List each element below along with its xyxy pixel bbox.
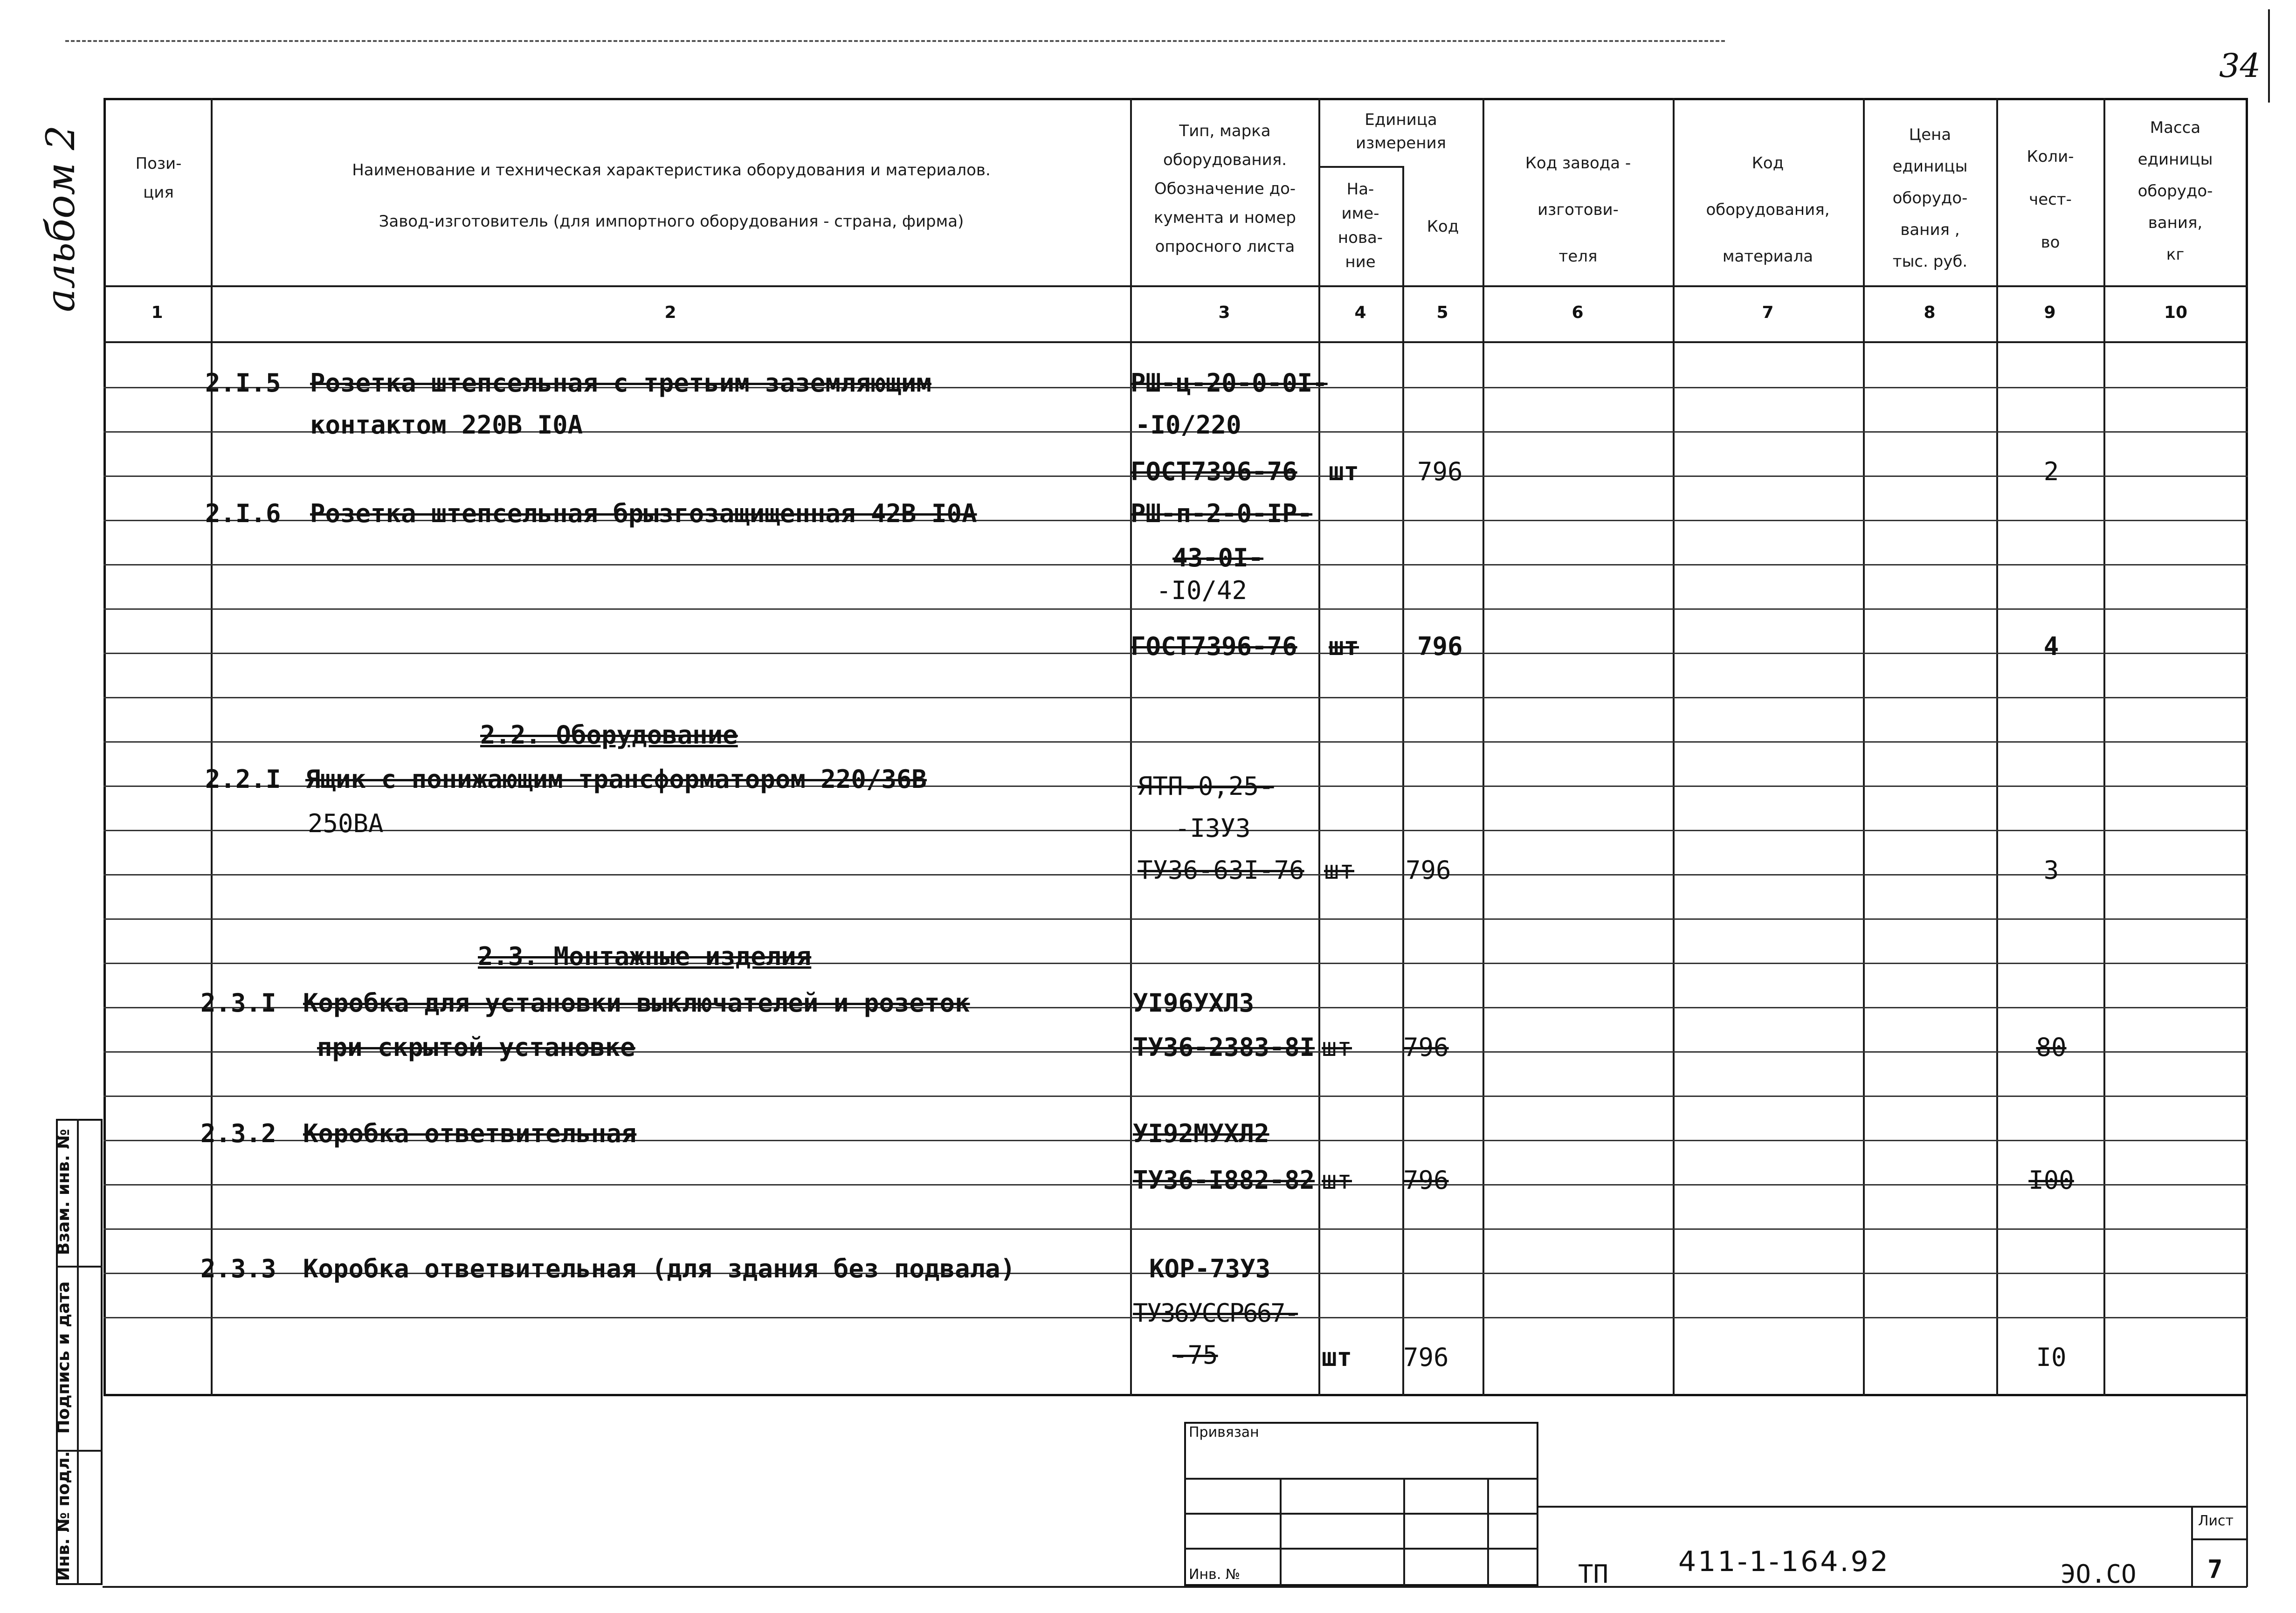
table-row-code: 796 — [1403, 1343, 1449, 1372]
table-row-pos: 2.3.2 — [200, 1119, 276, 1148]
tp-label: ТП — [1578, 1559, 1609, 1589]
list-number: 7 — [2207, 1555, 2223, 1584]
table-row-name: Ящик с понижающим трансформатором 220/36В — [305, 765, 927, 794]
section-code: ЭО.СО — [2061, 1559, 2137, 1589]
table-row-pos: 2.2.I — [205, 765, 281, 794]
doc-number: 411-1-164.92 — [1678, 1545, 1890, 1578]
table-row-type: РШ-ц-20-0-0I- — [1131, 368, 1328, 398]
sheet-mark: 34 — [2219, 47, 2261, 85]
table-row-type: ГОСТ7396-76 — [1131, 632, 1297, 661]
table-row-qty: 3 — [2043, 855, 2059, 885]
col-number: 9 — [2044, 303, 2056, 322]
table-row-type: РШ-п-2-0-IР- — [1131, 499, 1313, 528]
header-equipment-code: Код оборудования, материала — [1706, 154, 1830, 266]
table-row-type: УI96УХЛ3 — [1133, 988, 1255, 1018]
table-row-type: 43-0I- — [1172, 543, 1264, 572]
table-row-type: -75 — [1172, 1340, 1218, 1370]
header-pos: Пози- ция — [135, 154, 182, 202]
table-row-type: -I0/42 — [1156, 576, 1248, 605]
table-row-code: 796 — [1417, 457, 1463, 486]
table-row-unit: шт — [1322, 1165, 1352, 1195]
privyazan-label: Привязан — [1189, 1424, 1259, 1441]
stamp-vzam: Взам. инв. № — [54, 1129, 73, 1255]
list-label: Лист — [2198, 1513, 2234, 1529]
stamp-inv-podl: Инв. № подл. — [54, 1451, 73, 1581]
top-margin-line — [65, 40, 1725, 42]
table-row-unit: шт — [1322, 1343, 1352, 1372]
table-row-name: при скрытой установке — [317, 1033, 635, 1062]
table-frame — [103, 98, 2248, 1396]
col-number: 4 — [1354, 303, 1366, 322]
table-row-code: 796 — [1406, 855, 1451, 885]
right-border — [2268, 9, 2270, 103]
col-number: 8 — [1924, 303, 1936, 322]
table-row-unit: шт — [1329, 457, 1359, 486]
table-row-qty: I0 — [2036, 1343, 2067, 1372]
col-number: 7 — [1762, 303, 1774, 322]
header-name: Наименование и техническая характеристика оборудования и материалов. Завод-изготовитель (для импортного оборудования - страна, фирма) — [352, 161, 991, 231]
table-row-name: контактом 220В I0А — [310, 410, 583, 440]
table-row-type: ТУ36-2383-8I — [1133, 1033, 1315, 1062]
table-row-pos: 2.3.I — [200, 988, 276, 1018]
table-row-type: ТУ36УССР667- — [1133, 1298, 1298, 1328]
col-number: 5 — [1436, 303, 1448, 322]
col-number: 10 — [2164, 303, 2188, 322]
table-row-code: 796 — [1403, 1033, 1449, 1062]
header-unit-group: Единица измерения — [1355, 110, 1447, 152]
table-row-name: Коробка ответвительная — [303, 1119, 637, 1148]
table-row-unit: шт — [1329, 632, 1359, 661]
side-script: альбом 2 — [38, 125, 83, 312]
table-row-type: УI92МУХЛ2 — [1133, 1119, 1269, 1148]
table-row-type: ТУ36-I882-82 — [1133, 1165, 1315, 1195]
header-type: Тип, марка оборудования. Обозначение до- кумента и номер опросного листа — [1154, 122, 1296, 256]
table-row-type: -I0/220 — [1135, 410, 1241, 440]
section-heading: 2.3. Монтажные изделия — [478, 942, 812, 971]
table-row-pos: 2.3.3 — [200, 1254, 276, 1283]
col-number: 2 — [664, 303, 676, 322]
header-mass: Масса единицы оборудо- вания, кг — [2137, 118, 2213, 264]
table-row-code: 796 — [1417, 632, 1463, 661]
table-row-name: Коробка для установки выключателей и розеток — [303, 988, 970, 1018]
header-price: Цена единицы оборудо- вания , тыс. руб. — [1892, 125, 1968, 271]
header-unit-name: На- име- нова- ние — [1338, 180, 1383, 271]
header-unit-code: Код — [1427, 217, 1459, 236]
table-row-code: 796 — [1403, 1165, 1449, 1195]
col-number: 3 — [1218, 303, 1230, 322]
table-row-qty: 4 — [2043, 632, 2059, 661]
table-row-name: Розетка штепсельная с третьим заземляющим — [310, 368, 931, 398]
table-row-qty: I00 — [2028, 1165, 2074, 1195]
col-number: 1 — [151, 303, 163, 322]
table-row-type: КОР-73У3 — [1149, 1254, 1271, 1283]
table-row-name: 250ВА — [308, 809, 384, 838]
table-row-pos: 2.I.5 — [205, 368, 281, 398]
table-row-name: Коробка ответвительная (для здания без подвала) — [303, 1254, 1016, 1283]
table-row-unit: шт — [1322, 1033, 1352, 1062]
table-row-pos: 2.I.6 — [205, 499, 281, 528]
header-quantity: Коли- чест- во — [2027, 147, 2074, 252]
table-row-qty: 2 — [2043, 457, 2059, 486]
table-row-qty: 80 — [2036, 1033, 2067, 1062]
section-heading: 2.2. Оборудование — [480, 720, 738, 750]
table-row-type: ЯТП-0,25- — [1138, 772, 1274, 801]
col-number: 6 — [1572, 303, 1584, 322]
header-factory-code: Код завода - изготови- теля — [1525, 154, 1631, 266]
table-row-type: -I3У3 — [1175, 813, 1251, 843]
stamp-podpis: Подпись и дата — [54, 1281, 73, 1434]
table-row-type: ТУ36-63I-76 — [1138, 855, 1304, 885]
table-row-name: Розетка штепсельная брызгозащищенная 42В I0А — [310, 499, 977, 528]
table-row-unit: шт — [1324, 855, 1355, 885]
inv-no-label: Инв. № — [1189, 1566, 1241, 1583]
privyazan-block — [1184, 1422, 1538, 1586]
table-row-type: ГОСТ7396-76 — [1131, 457, 1297, 486]
